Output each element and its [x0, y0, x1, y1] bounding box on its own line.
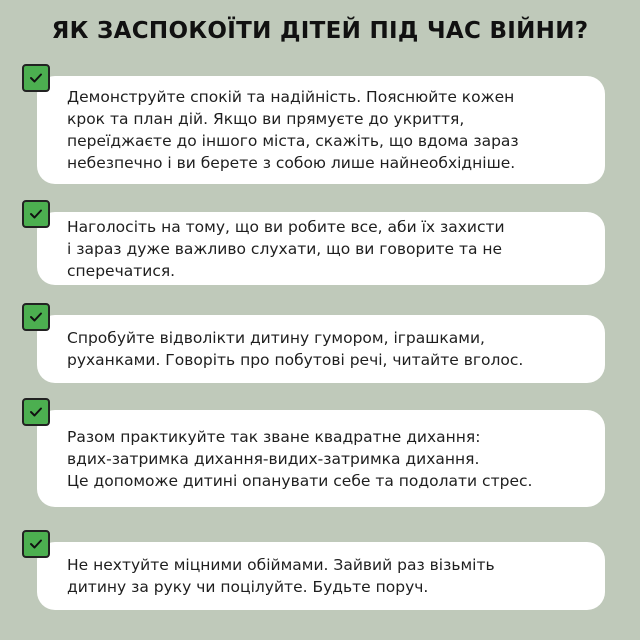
- page-title: ЯК ЗАСПОКОЇТИ ДІТЕЙ ПІД ЧАС ВІЙНИ?: [51, 18, 589, 44]
- tip-text: [67, 327, 523, 371]
- tip-card: [37, 315, 605, 383]
- tip-line: переїджаєте до іншого міста, скажіть, що вдома зараз: [67, 132, 519, 150]
- checkmark-icon: [29, 406, 43, 418]
- tip-line: Спробуйте відволікти дитину гумором, іграшками,: [67, 329, 485, 347]
- tip-text: [67, 216, 505, 282]
- tip-card: [37, 542, 605, 610]
- tip-line: Разом практикуйте так зване квадратне дихання:: [67, 427, 481, 446]
- tip-line: Це допоможе дитині опанувати себе та подолати стрес.: [67, 471, 533, 490]
- checkmark-icon: [29, 208, 43, 220]
- checkmark-icon: [29, 311, 43, 323]
- tip-text: [67, 554, 495, 598]
- tip-card: [37, 212, 605, 285]
- tip-line: небезпечно і ви берете з собою лише найнеобхідніше.: [67, 154, 516, 172]
- checkbox-checked-icon: [22, 200, 50, 228]
- tip-line: Не нехтуйте міцними обіймами. Зайвий раз візьміть: [67, 556, 495, 574]
- tip-line: крок та план дій. Якщо ви прямуєте до укриття,: [67, 110, 465, 128]
- checkbox-checked-icon: [22, 303, 50, 331]
- checkmark-icon: [29, 72, 43, 84]
- tip-line: руханками. Говоріть про побутові речі, читайте вголос.: [67, 351, 524, 369]
- tip-line: Наголосіть на тому, що ви робите все, аби їх захисти: [67, 217, 505, 236]
- tip-line: дитину за руку чи поцілуйте. Будьте поруч.: [67, 578, 429, 596]
- checkmark-icon: [29, 538, 43, 550]
- tip-line: вдих-затримка дихання-видих-затримка дихання.: [67, 449, 480, 468]
- tip-card: [37, 76, 605, 184]
- checkbox-checked-icon: [22, 64, 50, 92]
- checkbox-checked-icon: [22, 530, 50, 558]
- checkbox-checked-icon: [22, 398, 50, 426]
- tip-card: [37, 410, 605, 507]
- tip-text: [67, 426, 532, 492]
- tip-text: [67, 86, 519, 174]
- tip-line: Демонструйте спокій та надійність. Пояснюйте кожен: [67, 88, 515, 106]
- tip-line: і зараз дуже важливо слухати, що ви говорите та не: [67, 239, 503, 258]
- tip-line: сперечатися.: [67, 261, 176, 280]
